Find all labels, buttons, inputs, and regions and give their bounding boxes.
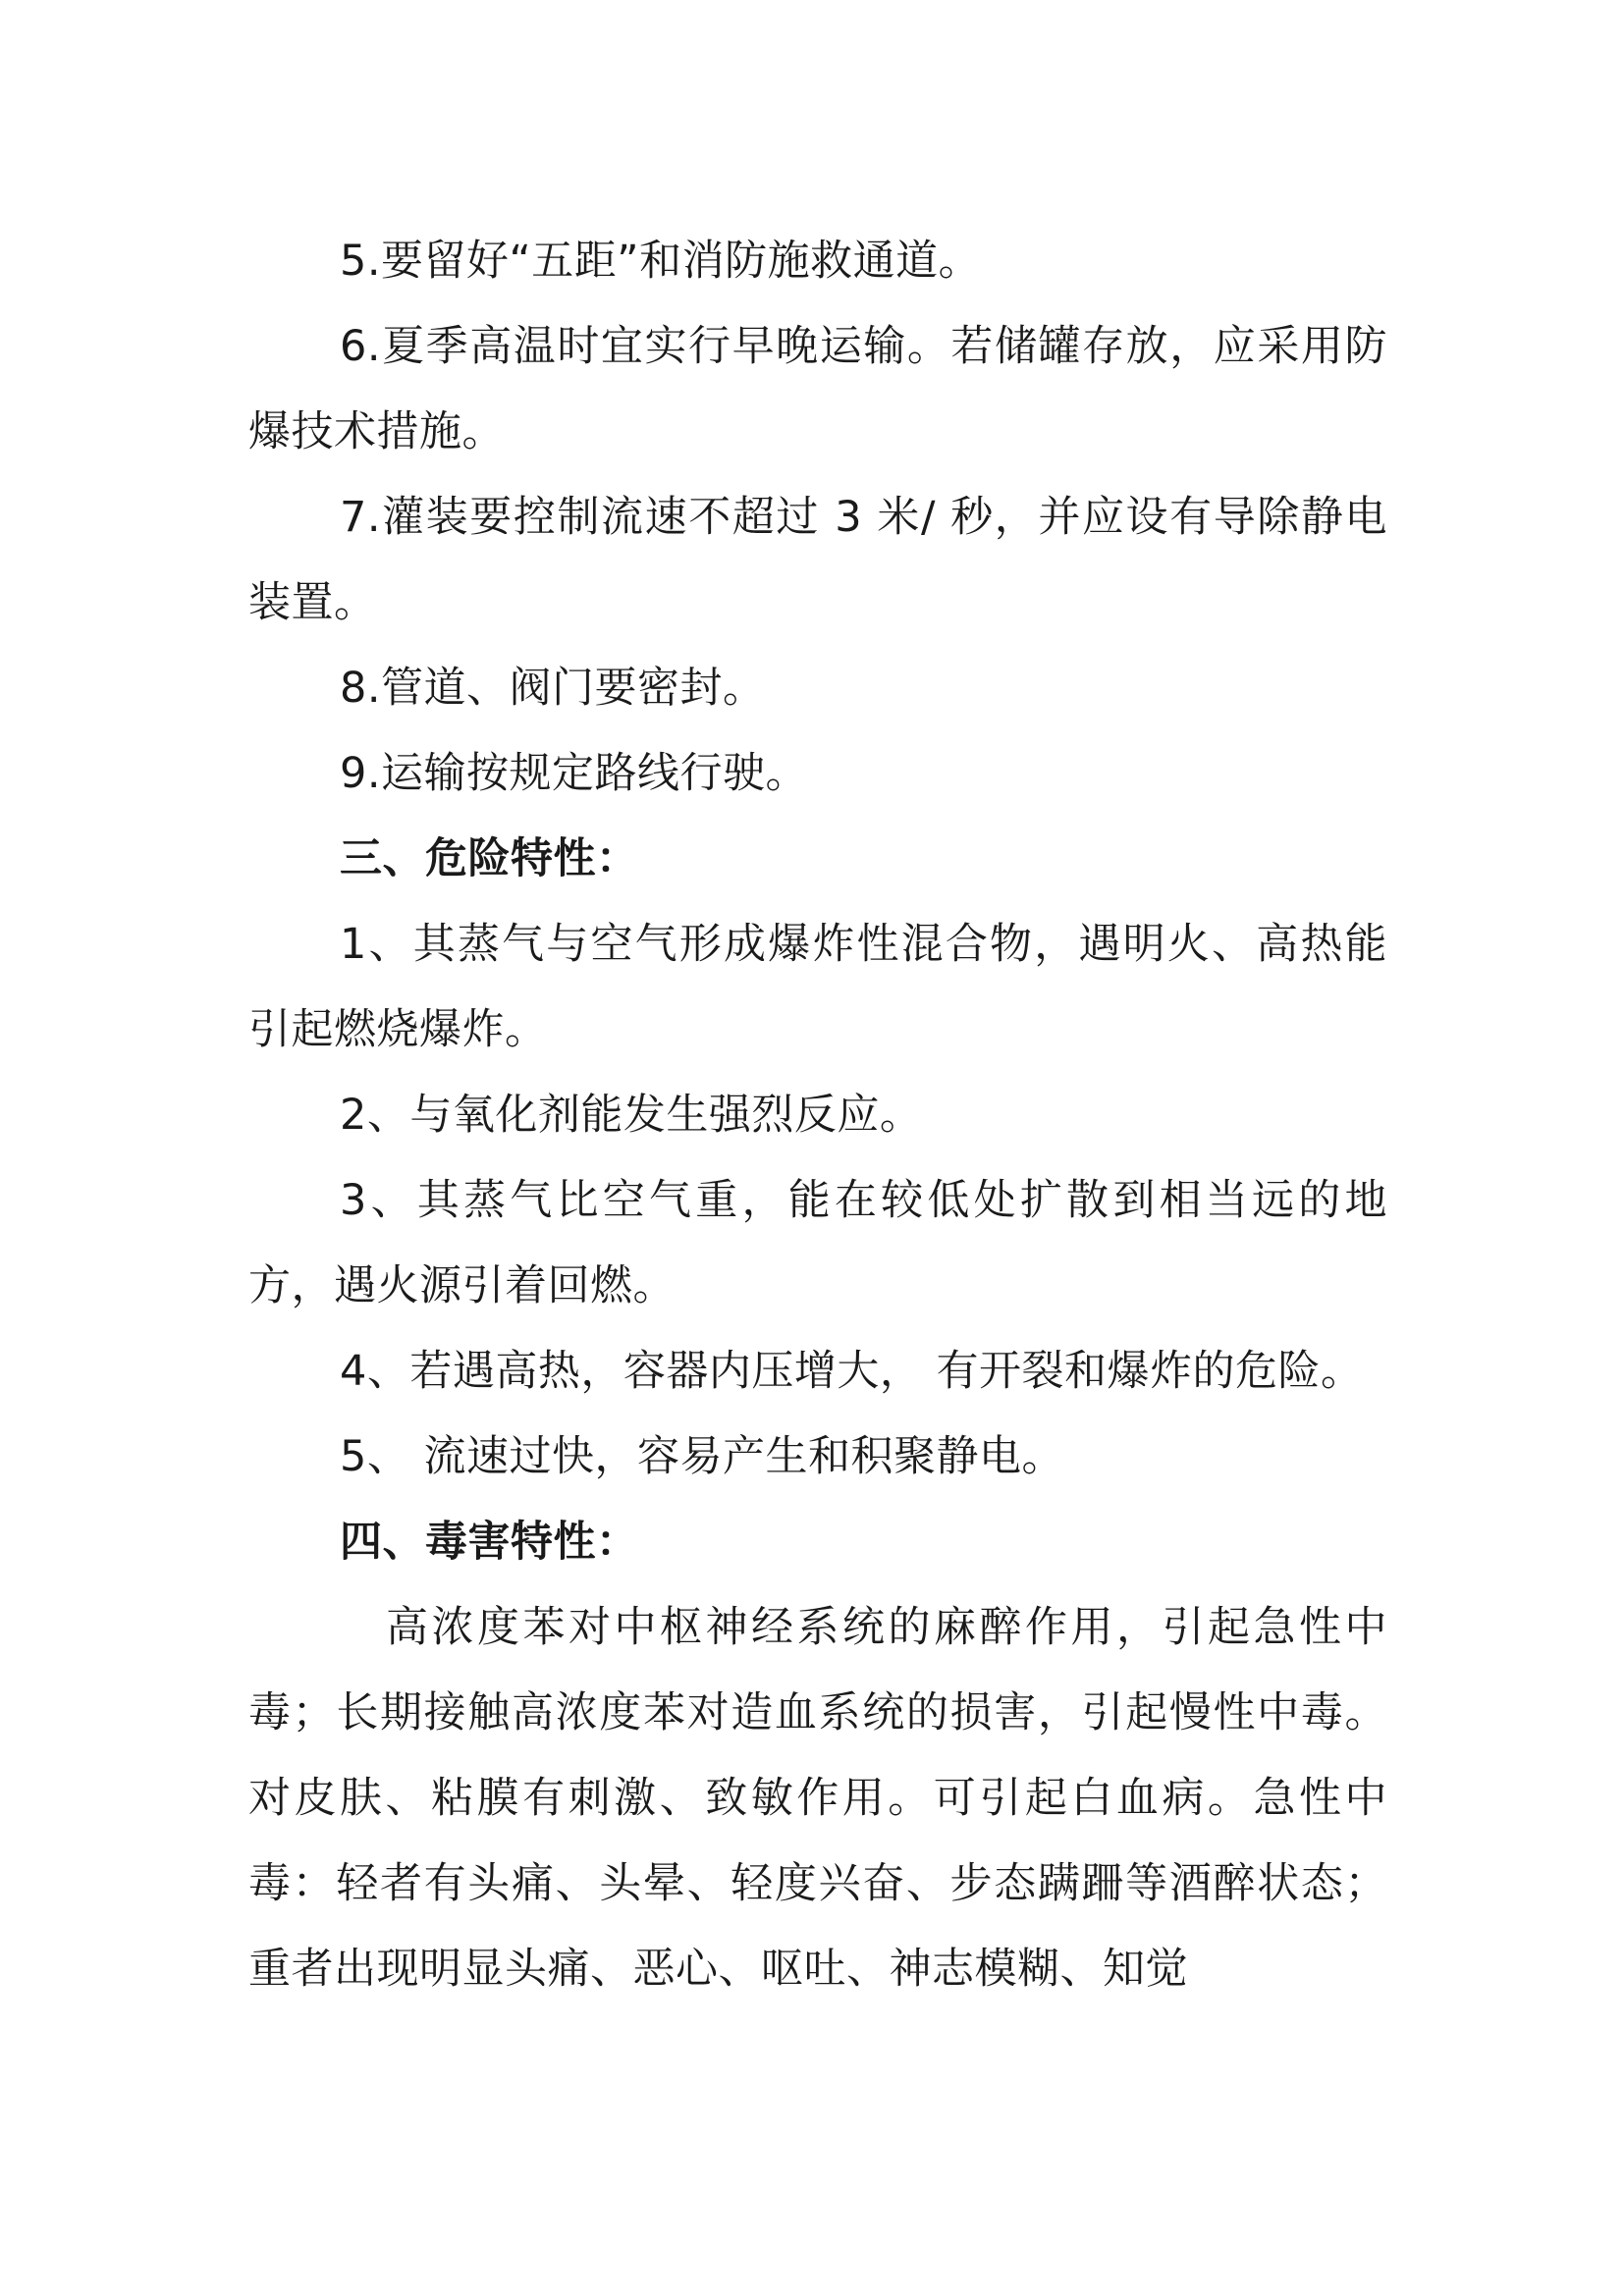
section-heading-hazard: 三、危险特性： xyxy=(340,834,639,883)
document-body xyxy=(248,219,1387,2012)
hazard-item-3: 3、其蒸气比空气重，能在较低处扩散到相当远的地方，遇火源引着回燃。 xyxy=(248,1176,1387,1310)
hazard-item-4: 4、若遇高热，容器内压增大， 有开裂和爆炸的危险。 xyxy=(340,1347,1364,1396)
hazard-item-2: 2、与氧化剂能发生强烈反应。 xyxy=(340,1091,923,1140)
paragraph-item-8: 8.管道、阀门要密封。 xyxy=(340,664,766,713)
paragraph-item-7: 7.灌装要控制流速不超过 3 米/ 秒，并应设有导除静电装置。 xyxy=(248,493,1387,627)
toxicity-paragraph: 高浓度苯对中枢神经系统的麻醉作用，引起急性中毒；长期接触高浓度苯对造血系统的损害，引起慢性中毒。对皮肤、粘膜有刺激、致敏作用。可引起白血病。急性中毒：轻者有头痛、头晕、轻度兴奋、步态蹒跚等酒醉状态；重者出现明显头痛、恶心、呕吐、神志模糊、知觉 xyxy=(248,1603,1387,1994)
section-heading-toxicity: 四、毒害特性： xyxy=(340,1518,639,1567)
paragraph-item-5: 5.要留好“五距”和消防施救通道。 xyxy=(340,237,982,286)
paragraph-item-9: 9.运输按规定路线行驶。 xyxy=(340,749,809,798)
hazard-item-5: 5、 流速过快，容易产生和积聚静电。 xyxy=(340,1432,1065,1481)
hazard-item-1: 1、其蒸气与空气形成爆炸性混合物，遇明火、高热能引起燃烧爆炸。 xyxy=(248,920,1387,1054)
paragraph-item-6: 6.夏季高温时宜实行早晚运输。若储罐存放，应采用防爆技术措施。 xyxy=(248,322,1387,456)
